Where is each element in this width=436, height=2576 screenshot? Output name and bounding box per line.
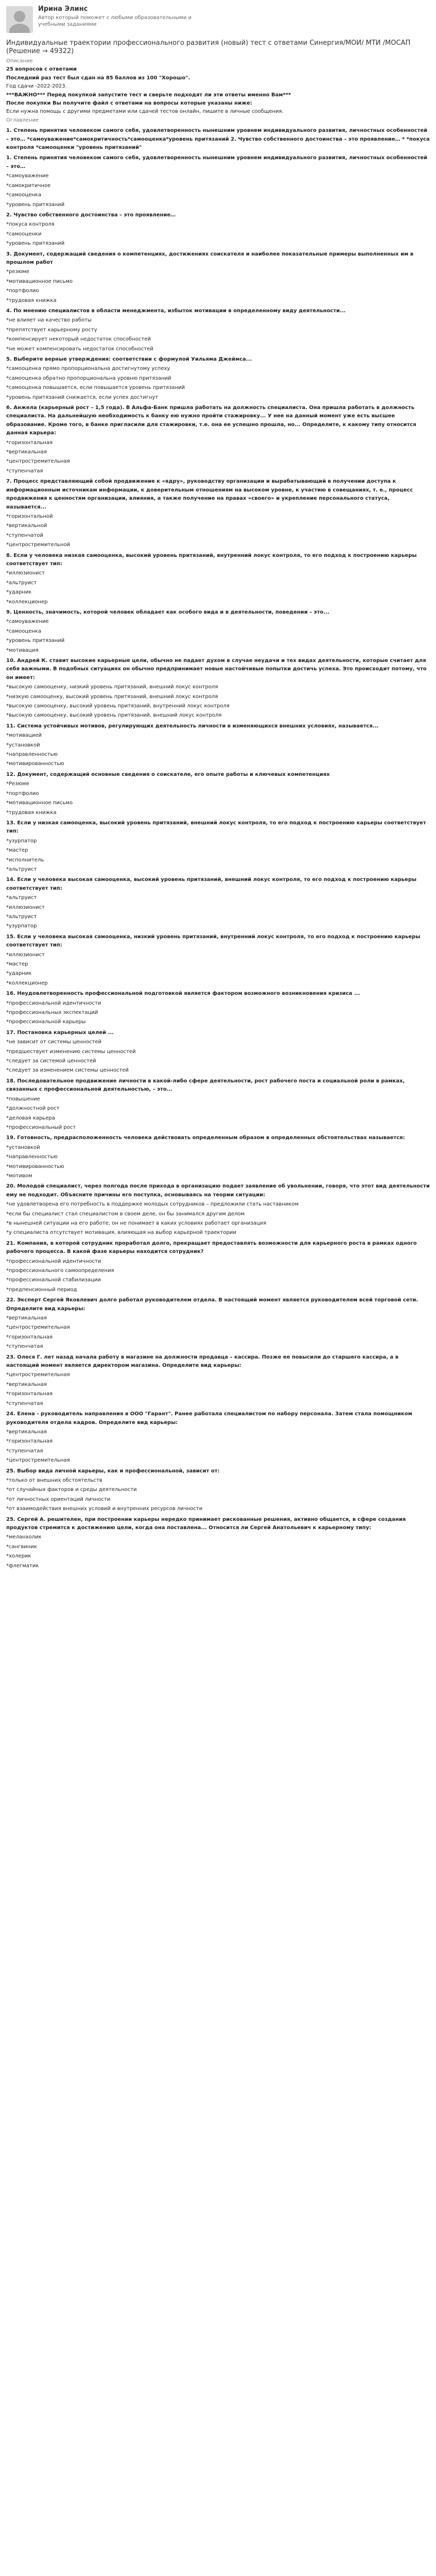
answer-option: *исполнитель: [6, 857, 44, 863]
answer-option: *вертикальная: [6, 1315, 47, 1321]
question: 12. Документ, содержащий основные сведения о соискателе, его опыте работы и ключевых компетенциях: [6, 771, 330, 777]
answer-option: *у специалиста отсутствует мотивация, влияющая на выбор карьерной траектории: [6, 1230, 236, 1236]
answer-option: *иллюзионист: [6, 570, 45, 577]
answer-option: *ступенчатая: [6, 1448, 43, 1454]
answer-option: *узурпатор: [6, 923, 37, 929]
answer-option: *высокую самооценку, низкий уровень притязаний, внешний локус контроля: [6, 684, 218, 690]
question: 11. Система устойчивых мотивов, регулирующих деятельность личности в изменяющихся внешних условиях, называется...: [6, 723, 379, 729]
answer-option: *центростремительная: [6, 459, 70, 465]
answer-option: *узурпатор: [6, 838, 37, 844]
answer-option: *должностной рост: [6, 1106, 60, 1112]
author-header: [0, 0, 436, 33]
answer-option: *центростремительной: [6, 542, 71, 548]
answer-option: *самооценка: [6, 192, 42, 198]
answer-option: *портфолио: [6, 790, 39, 796]
year-note: Год сдачи -2022-2023.: [6, 83, 67, 90]
answer-option: *препятствует карьерному росту: [6, 327, 97, 333]
answer-option: *следует за изменением системы ценностей: [6, 1067, 129, 1074]
question: 23. Олеся Г. лет назад начала работу в магазине на должности продавца – кассира. Позже ее повысили до старшего кассира, а в настоящий момент является директором магазина. Определите вид карьеры:: [6, 1354, 399, 1369]
last-pass-note: Последний раз тест был сдан на 85 баллов из 100 "Хорошо".: [6, 75, 190, 81]
question: 17. Постановка карьерных целей ...: [6, 1029, 114, 1036]
answer-option: *коллекционер: [6, 980, 48, 986]
answer-option: *мотивированностью: [6, 761, 64, 767]
answer-option: *установкой: [6, 742, 40, 748]
question: 7. Процесс представляющий собой продвижение к «ядру», руководству организации и вырабатывающий в получении доступа к информационным источникам информации, к доверительным отношениям на высоком уровне, к участию в совещаниях, т. е., процесс продвижения к ценностям организации, влияния, а также получение на правах «своего» и укрепление персонального статуса, называется...: [6, 479, 413, 510]
document-body: [0, 33, 436, 1570]
question: 4. По мнению специалистов в области менеджмента, избыток мотивации в определенному виду деятельности...: [6, 308, 346, 314]
answer-option: *сангвиник: [6, 1544, 37, 1550]
answer-option: *если бы специалист стал специалистом в своем деле, он бы занимался другим делом: [6, 1211, 245, 1217]
answer-option: *мастер: [6, 961, 28, 967]
answer-option: *альтруист: [6, 895, 37, 901]
answer-option: *центростремительная: [6, 1458, 70, 1464]
answer-option: *альтруист: [6, 580, 37, 586]
question: 8. Если у человека низкая самооценка, высокий уровень притязаний, внутренний локус контроля, то его подход к построению карьеры соответствует тип:: [6, 552, 417, 567]
question: 14. Если у человека высокая самооценка, высокий уровень притязаний, внешний локус контроля, то его подход к построению карьеры соответствует тип:: [6, 877, 417, 891]
question: 25. Выбор вида личной карьеры, как и профессиональной, зависит от:: [6, 1468, 220, 1474]
answer-option: *не зависит от системы ценностей: [6, 1039, 102, 1045]
answer-option: *мотивационное письмо: [6, 278, 73, 284]
answer-option: *мотивом: [6, 1173, 32, 1179]
question: 3. Документ, содержащий сведения о компетенциях, достижениях соискателя и наиболее показательные примеры выполненных им в прошлом работ: [6, 251, 414, 265]
answer-option: *направленностью: [6, 752, 58, 758]
answer-option: *самооценки: [6, 231, 42, 237]
answer-option: *альтруист: [6, 913, 37, 920]
answer-option: *уровень притязаний: [6, 241, 65, 247]
answer-option: *не может компенсировать недостаток способностей: [6, 346, 153, 352]
question: 13. Если у низкая самооценка, высокий уровень притязаний, внешний локус контроля, то его подход к построению карьеры соответствует тип:: [6, 820, 426, 835]
answer-option: *предшествует изменению системы ценностей: [6, 1048, 136, 1055]
question-list: [6, 127, 430, 1570]
question: 22. Эксперт Сергей Яковлевич долго работал руководителем отдела. В настоящий момент является руководителем всей торговой сети. Определите вид карьеры:: [6, 1297, 418, 1312]
answer-option: *не влияет на качество работы: [6, 317, 92, 324]
question: 25. Сергей А. решителен, при построении карьеры нередко принимает рискованные решения, активно общается, в сфере создания продуктов стремится к достижению цели, когда она поставлена... Относится ли Сергей Анатольевич к карьерному типу:: [6, 1516, 406, 1531]
answer-option: *уровень притязаний снижается, если успех достигнут: [6, 394, 159, 400]
answer-option: *горизонтальная: [6, 1391, 53, 1397]
answer-option: *самооценка прямо пропорциональна достигнутому успеху: [6, 366, 170, 372]
after-purchase-note: После покупки Вы получите файл с ответами на вопросы которые указаны ниже:: [6, 100, 252, 107]
document-title: Индивидуальные траектории профессионального развития (новый) тест с ответами Синергия/МОИ/ МТИ /МОСАП (Решение → 49322): [6, 39, 411, 55]
question: 24. Елена - руководитель направления в ООО "Гарант". Ранее работала специалистом по набору персонала. Затем стала помощником руководителя отдела кадров. Определите вид карьеры:: [6, 1411, 412, 1426]
question: 1. Степень принятия человеком самого себя, удовлетворенность нынешним уровнем индивидуального развития, личностных особенностей – это…: [6, 155, 428, 170]
important-note: ***ВАЖНО*** Перед покупкой запустите тест и сверьте подходят ли эти ответы именно Вам***: [6, 92, 291, 98]
answer-option: *иллюзионист: [6, 952, 45, 958]
answer-option: *горизонтальная: [6, 1334, 53, 1340]
question: 19. Готовность, предрасположенность человека действовать определенным образом в определенных обстоятельствах называется:: [6, 1135, 405, 1141]
answer-option: *самооценка обратно пропорциональна уровню притязаний: [6, 375, 171, 381]
question: 10. Андрей К. ставит высокие карьерные цели, обычно не падает духом в случае неудачи и тех видах деятельности, которые считает для себя важными. В подобных ситуациях он обычно предпринимает новые настойчивые попытки достичь успеха. Это происходит потому, что он имеет:: [6, 658, 427, 681]
answer-option: *ударник: [6, 971, 32, 977]
answer-option: *центростремительная: [6, 1325, 70, 1331]
answer-option: *портфолио: [6, 288, 39, 294]
answer-option: *профессионального самоопределения: [6, 1268, 114, 1274]
answer-option: *резюме: [6, 269, 29, 275]
author-description: Автор который поможет с любыми образовательными и учебными заданиями: [38, 15, 192, 27]
answer-option: *ступенчатой: [6, 532, 43, 538]
answer-option: *высокую самооценку, высокий уровень притязаний, внутренний локус контроля: [6, 703, 230, 709]
answer-option: *Резюме: [6, 781, 29, 787]
answer-option: *меланхолик: [6, 1534, 42, 1540]
question: 2. Чувство собственного достоинства – это проявление…: [6, 212, 176, 218]
answer-option: *ступенчатая: [6, 468, 43, 474]
answer-option: *профессиональной идентичности: [6, 1000, 101, 1006]
description-label: Описание: [6, 58, 33, 64]
answer-option: *профессиональный рост: [6, 1124, 76, 1130]
answer-option: *ступенчатая: [6, 1344, 43, 1350]
answer-option: *повышение: [6, 1096, 40, 1102]
question: 21. Компания, в которой сотрудник проработал долго, прекращает предоставлять возможности для карьерного роста в рамках одного рабочего процесса. В какой фазе карьеры находится сотрудник?: [6, 1240, 417, 1255]
answer-option: *не удовлетворена его потребность в поддержке молодых сотрудников – предложили стать наставником: [6, 1201, 299, 1208]
answer-option: *центростремительная: [6, 1372, 70, 1378]
answer-option: *иллюзионист: [6, 904, 45, 910]
author-name[interactable]: Ирина Элинс: [38, 5, 88, 13]
answer-option: *самоуважение: [6, 619, 49, 625]
answer-option: *компенсирует некоторый недостаток способностей: [6, 336, 151, 343]
answer-option: *ударник: [6, 589, 32, 596]
answer-option: *вертикальная: [6, 449, 47, 455]
answer-option: *профессиональных экспектаций: [6, 1010, 98, 1016]
answer-option: *уровень притязаний: [6, 201, 65, 208]
answer-option: *направленностью: [6, 1154, 58, 1160]
answer-option: *самокритичное: [6, 182, 51, 189]
question-count: 25 вопросов с ответами: [6, 66, 77, 73]
answer-option: *вертикальная: [6, 1429, 47, 1435]
question: 9. Ценность, значимость, которой человек обладает как особого вида и в деятельности, поведении – это...: [6, 609, 329, 615]
question: 20. Молодой специалист, через полгода после прихода в организацию подает заявление об увольнении, говоря, что этот вид деятельности ему не подходит. Объясните причины его поступка, основываясь на теории ситуации:: [6, 1183, 430, 1198]
answer-option: *мотивационное письмо: [6, 800, 73, 806]
answer-option: *вертикальной: [6, 523, 47, 529]
answer-option: *в нынешней ситуации на его работе, он не понимает в каких условиях работает организация: [6, 1220, 267, 1226]
answer-option: *вертикальная: [6, 1381, 47, 1387]
question: 6. Анжела (карьерный рост – 1,5 года). В Альфа-Банк пришла работать на должность специалиста. Она пришла работать в должность специалиста. На дальнейшую необходимость к банку ею нужно пройти стажировку... У нее на данный момент уже есть высшее образование. Кроме того, в банке пригласили для стажировки, т.е. она ее успешно прошла, но... Определите, к какому типу относится данная карьера:: [6, 405, 416, 436]
toc-label: Оглавление: [6, 117, 39, 123]
answer-option: *холерик: [6, 1553, 31, 1560]
answer-option: *от личностных ориентаций личности: [6, 1496, 111, 1502]
question: 16. Неудовлетворенность профессиональной подготовкой является фактором возможного возникновения кризиса ...: [6, 991, 360, 997]
question: 1. Степень принятия человеком самого себя, удовлетворенность нынешним уровнем индивидуального развития, личностных особенностей – это… *самоуважение*самокритичность*самооценка*уровень притязаний 2. Чувство собственного достоинства – это проявление… * *покуса контроля *самооценки "уровень притязаний": [6, 128, 430, 151]
answer-option: *мастер: [6, 848, 28, 854]
answer-option: *трудовая книжка: [6, 297, 57, 303]
answer-option: *ступенчатая: [6, 1400, 43, 1406]
answer-option: *от взаимодействия внешних условий и внутренних ресурсов личности: [6, 1506, 203, 1512]
answer-option: *коллекционер: [6, 599, 48, 605]
answer-option: *покуса контроля: [6, 222, 55, 228]
answer-option: *самооценка: [6, 628, 42, 634]
answer-option: *следует за системой ценностей: [6, 1058, 96, 1064]
answer-option: *трудовая книжка: [6, 809, 57, 816]
answer-option: *предпенсионный период: [6, 1286, 77, 1293]
answer-option: *профессиональной карьеры: [6, 1019, 86, 1025]
question: 5. Выберите верные утверждения: соответствии с формулой Уильяма Джеймса...: [6, 357, 252, 362]
answer-option: *установкой: [6, 1144, 40, 1150]
answer-option: *уровень притязаний: [6, 638, 65, 644]
answer-option: *флегматик: [6, 1563, 39, 1569]
avatar[interactable]: [6, 6, 33, 33]
answer-option: *от случайных факторов и среды деятельности: [6, 1487, 137, 1493]
answer-option: *самооценка повышается, если повышается уровень притязаний: [6, 385, 185, 391]
answer-option: *низкую самооценку, высокий уровень притязаний, внешний локус контроля: [6, 693, 218, 700]
question: 15. Если у человека высокая самооценка, низкий уровень притязаний, внутренний локус контроля, то его подход к построению карьеры соответствует тип:: [6, 934, 421, 948]
answer-option: *профессиональной идентичности: [6, 1258, 101, 1264]
help-note: Если нужна помощь с другими предметами или сдачей тестов онлайн, пишите в личные сообщения.: [6, 109, 284, 115]
answer-option: *самоуважение: [6, 173, 49, 179]
answer-option: *высокую самооценку, высокий уровень притязаний, внешний локус контроля: [6, 713, 222, 719]
answer-option: *деловая карьера: [6, 1115, 55, 1121]
answer-option: *горизонтальной: [6, 513, 53, 519]
answer-option: *профессиональной стабилизации: [6, 1277, 101, 1283]
answer-option: *горизонтальная: [6, 1438, 53, 1445]
answer-option: *мотивация: [6, 647, 39, 653]
answer-option: *горизонтальная: [6, 439, 53, 446]
question: 18. Последовательное продвижение личности в какой-либо сфере деятельности, рост рабочего поста и социальной роли в рамках, связанных с профессиональной деятельностью, – это...: [6, 1078, 405, 1093]
answer-option: *мотивированностью: [6, 1163, 64, 1170]
answer-option: *альтруист: [6, 866, 37, 872]
answer-option: *мотивацией: [6, 733, 42, 739]
answer-option: *только от внешних обстоятельств: [6, 1477, 102, 1483]
